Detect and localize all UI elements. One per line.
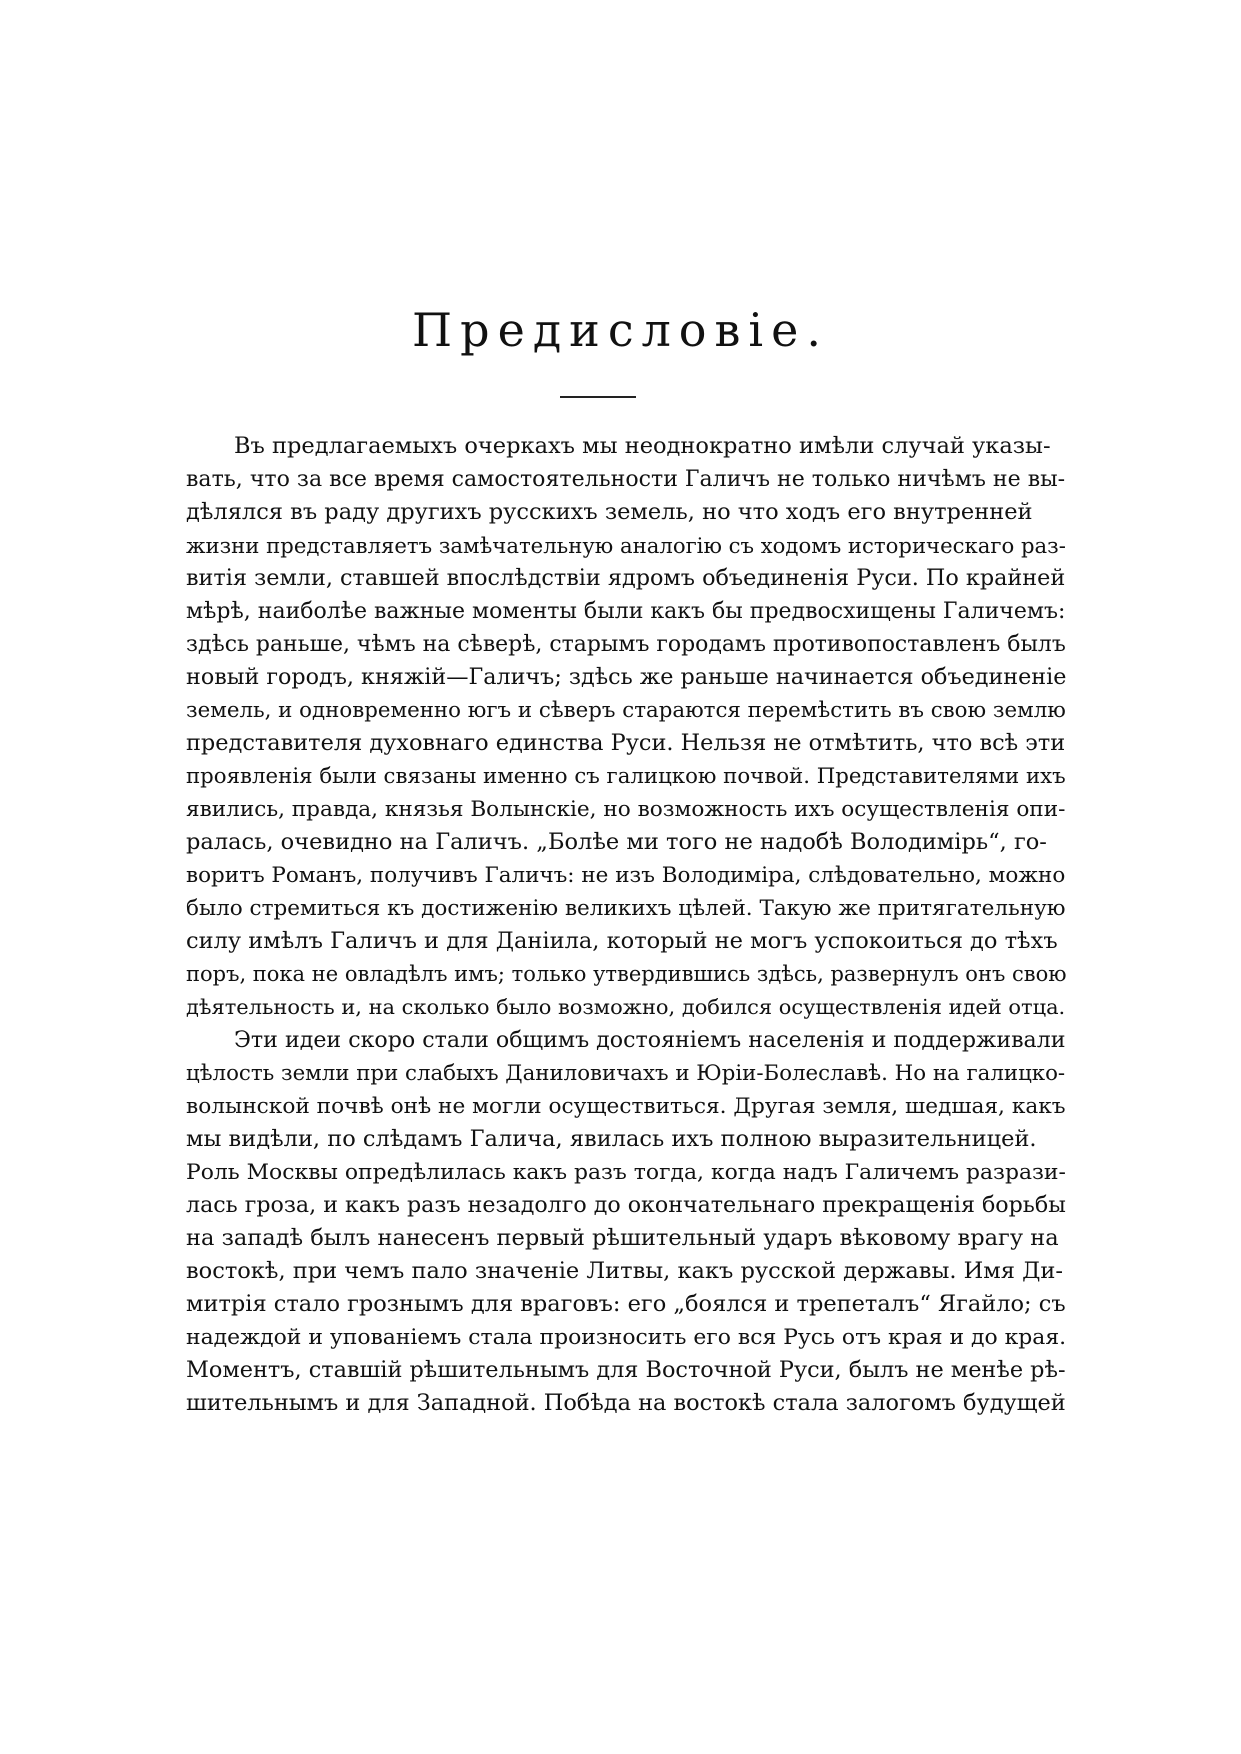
text-line: здѣсь раньше, чѣмъ на сѣверѣ, старымъ городамъ противопоставленъ былъ bbox=[186, 632, 1066, 657]
text-line: на западѣ былъ нанесенъ первый рѣшительный ударъ вѣковому врагу на bbox=[186, 1225, 1059, 1251]
text-line: поръ, пока не овладѣлъ имъ; только утвердившись здѣсь, развернулъ онъ свою bbox=[186, 962, 1067, 986]
text-line: Эти идеи скоро стали общимъ достояніемъ населенія и поддерживали bbox=[234, 1027, 1066, 1053]
text-line: волынской почвѣ онѣ не могли осуществиться. Другая земля, шедшая, какъ bbox=[186, 1094, 1066, 1119]
text-line: шительнымъ и для Западной. Побѣда на востокѣ стала залогомъ будущей bbox=[186, 1390, 1066, 1416]
text-line: дѣятельность и, на сколько было возможно, добился осуществленія идей отца. bbox=[186, 995, 1066, 1019]
title-divider bbox=[560, 396, 636, 398]
text-line: земель, и одновременно югъ и сѣверъ стараются перемѣстить въ свою землю bbox=[186, 698, 1066, 723]
page-title: Предисловіе. bbox=[412, 303, 829, 357]
text-line: представителя духовнаго единства Руси. Нельзя не отмѣтить, что всѣ эти bbox=[186, 730, 1066, 756]
text-line: Роль Москвы опредѣлилась какъ разъ тогда, когда надъ Галичемъ разрази- bbox=[186, 1160, 1066, 1185]
text-line: явились, правда, князья Волынскіе, но возможность ихъ осуществленія опи- bbox=[186, 797, 1066, 822]
text-line: витія земли, ставшей впослѣдствіи ядромъ объединенія Руси. По крайней bbox=[186, 565, 1066, 591]
text-line: ралась, очевидно на Галичъ. „Болѣе ми того не надобѣ Володимірь“, го- bbox=[186, 829, 1047, 855]
text-line: цѣлость земли при слабыхъ Даниловичахъ и Юріи-Болеславѣ. Но на галицко- bbox=[186, 1061, 1066, 1086]
preface-body bbox=[186, 430, 1066, 1420]
text-line: надеждой и упованіемъ стала произносить его вся Русь отъ края и до края. bbox=[186, 1325, 1067, 1350]
text-line: жизни представляетъ замѣчательную аналогію съ ходомъ историческаго раз- bbox=[186, 533, 1066, 558]
text-line: силу имѣлъ Галичъ и для Даніила, который не могъ успокоиться до тѣхъ bbox=[186, 928, 1058, 954]
text-line: воритъ Романъ, получивъ Галичъ: не изъ Володиміра, слѣдовательно, можно bbox=[186, 863, 1066, 888]
text-line: вать, что за все время самостоятельности Галичъ не только ничѣмъ не вы- bbox=[186, 467, 1066, 492]
text-line: дѣлялся въ раду другихъ русскихъ земель, но что ходъ его внутренней bbox=[186, 499, 1033, 525]
text-line: новый городъ, княжій—Галичъ; здѣсь же раньше начинается объединеніе bbox=[186, 664, 1067, 690]
text-line: мѣрѣ, наиболѣе важные моменты были какъ бы предвосхищены Галичемъ: bbox=[186, 599, 1066, 624]
text-line: востокѣ, при чемъ пало значеніе Литвы, какъ русской державы. Имя Ди- bbox=[186, 1258, 1064, 1284]
text-line: было стремиться къ достиженію великихъ цѣлей. Такую же притягательную bbox=[186, 896, 1066, 921]
text-line: Моментъ, ставшій рѣшительнымъ для Восточной Руси, былъ не менѣе рѣ- bbox=[186, 1357, 1066, 1383]
text-line: Въ предлагаемыхъ очеркахъ мы неоднократно имѣли случай указы- bbox=[234, 433, 1051, 459]
text-line: мы видѣли, по слѣдамъ Галича, явилась ихъ полною выразительницей. bbox=[186, 1126, 1037, 1152]
text-line: митрія стало грознымъ для враговъ: его „боялся и трепеталъ“ Ягайло; съ bbox=[186, 1291, 1066, 1317]
text-line: лась гроза, и какъ разъ незадолго до окончательнаго прекращенія борьбы bbox=[186, 1192, 1066, 1218]
text-line: проявленія были связаны именно съ галицкою почвой. Представителями ихъ bbox=[186, 764, 1066, 789]
